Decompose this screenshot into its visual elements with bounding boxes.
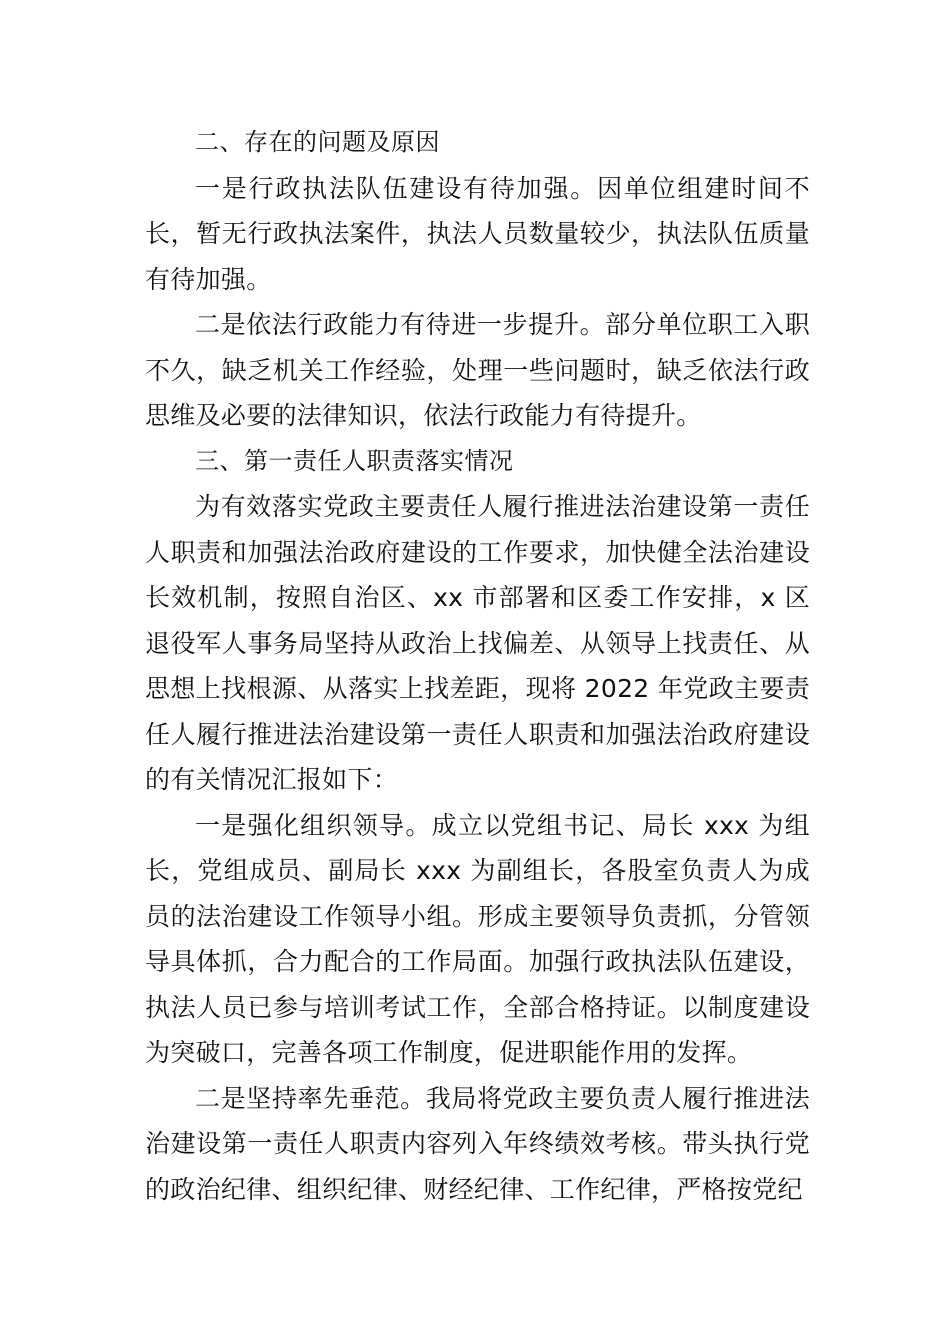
paragraph-law-enforcement-team: 一是行政执法队伍建设有待加强。因单位组建时间不长，暂无行政执法案件，执法人员数量较少，执法队伍质量有待加强。	[145, 173, 810, 294]
document-body	[145, 120, 810, 1212]
paragraph-report-intro: 为有效落实党政主要责任人履行推进法治建设第一责任人职责和加强法治政府建设的工作要求，加快健全法治建设长效机制，按照自治区、xx 市部署和区委工作安排，x 区退役军人事务局坚持从政治上找偏差、从领导上找责任、从思想上找根源、从落实上找差距，现将 2022 年党政主要责任人履行推进法治建设第一责任人职责和加强法治政府建设的有关情况汇报如下：	[145, 492, 810, 794]
paragraph-organization-leadership: 一是强化组织领导。成立以党组书记、局长 xxx 为组长，党组成员、副局长 xxx 为副组长，各股室负责人为成员的法治建设工作领导小组。形成主要领导负责抓，分管领导具体抓，合力配合的工作局面。加强行政执法队伍建设，执法人员已参与培训考试工作，全部合格持证。以制度建设为突破口，完善各项工作制度，促进职能作用的发挥。	[145, 810, 810, 1067]
paragraph-lead-by-example: 二是坚持率先垂范。我局将党政主要负责人履行推进法治建设第一责任人职责内容列入年终绩效考核。带头执行党的政治纪律、组织纪律、财经纪律、工作纪律，严格按党纪	[145, 1083, 810, 1204]
paragraph-administrative-capacity: 二是依法行政能力有待进一步提升。部分单位职工入职不久，缺乏机关工作经验，处理一些问题时，缺乏依法行政思维及必要的法律知识，依法行政能力有待提升。	[145, 310, 810, 430]
section-heading-responsibility: 三、第一责任人职责落实情况	[195, 446, 514, 475]
section-heading-problems: 二、存在的问题及原因	[195, 128, 440, 156]
